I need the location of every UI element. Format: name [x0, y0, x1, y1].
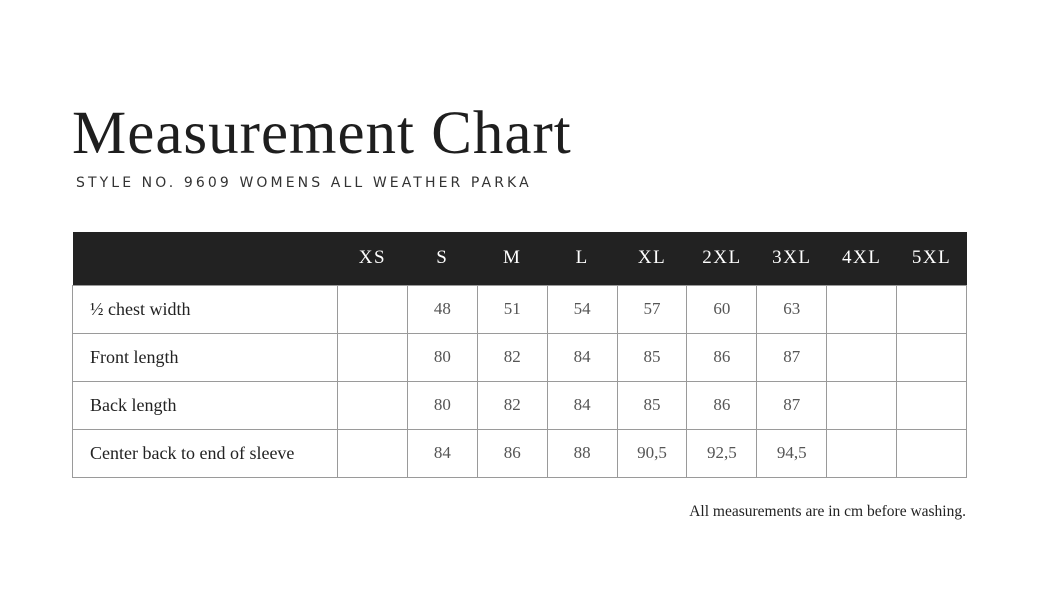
- table-cell: 82: [477, 333, 547, 381]
- size-header: L: [575, 247, 589, 269]
- table-cell: 85: [617, 381, 687, 429]
- row-label: Back length: [73, 381, 338, 429]
- table-cell: 92,5: [687, 429, 757, 477]
- table-cell: 87: [757, 333, 827, 381]
- table-cell: 94,5: [757, 429, 827, 477]
- table-cell: 86: [687, 333, 757, 381]
- table-row: [73, 333, 967, 381]
- table-cell: 57: [617, 285, 687, 333]
- table-cell: 88: [547, 429, 617, 477]
- table-cell: [897, 285, 967, 333]
- table-cell: 84: [407, 429, 477, 477]
- table-cell: 80: [407, 381, 477, 429]
- row-label: ½ chest width: [73, 285, 338, 333]
- size-header: XL: [637, 247, 667, 269]
- size-header: S: [436, 247, 449, 269]
- row-label: Center back to end of sleeve: [73, 429, 338, 477]
- table-cell: 80: [407, 333, 477, 381]
- table-cell: 86: [477, 429, 547, 477]
- table-cell: 87: [757, 381, 827, 429]
- table-cell: 60: [687, 285, 757, 333]
- size-header: XS: [358, 247, 387, 269]
- table-cell: 82: [477, 381, 547, 429]
- size-header: 3XL: [772, 247, 812, 269]
- table-cell: [338, 333, 408, 381]
- table-cell: 48: [407, 285, 477, 333]
- table-cell: 54: [547, 285, 617, 333]
- table-cell: [897, 429, 967, 477]
- table-cell: 63: [757, 285, 827, 333]
- table-cell: 85: [617, 333, 687, 381]
- table-cell: 90,5: [617, 429, 687, 477]
- size-header: 5XL: [911, 247, 952, 269]
- table-row: [73, 429, 967, 477]
- table-cell: [827, 333, 897, 381]
- table-cell: 84: [547, 333, 617, 381]
- table-cell: [338, 429, 408, 477]
- table-row: [73, 285, 967, 333]
- table-header-row: [73, 232, 967, 285]
- size-header: M: [503, 247, 522, 269]
- table-cell: [827, 285, 897, 333]
- measurement-table: [72, 232, 967, 478]
- page-title: Measurement Chart: [72, 100, 572, 167]
- table-cell: 51: [477, 285, 547, 333]
- table-cell: [827, 381, 897, 429]
- style-subtitle: STYLE NO. 9609 WOMENS ALL WEATHER PARKA: [76, 175, 532, 191]
- table-cell: 84: [547, 381, 617, 429]
- table-cell: 86: [687, 381, 757, 429]
- table-cell: [338, 285, 408, 333]
- size-header: 2XL: [702, 247, 742, 269]
- table-cell: [338, 381, 408, 429]
- table-cell: [827, 429, 897, 477]
- size-header: 4XL: [842, 247, 882, 269]
- table-header-corner: [73, 232, 338, 285]
- table-cell: [897, 333, 967, 381]
- table-row: [73, 381, 967, 429]
- row-label: Front length: [73, 333, 338, 381]
- measurement-footnote: All measurements are in cm before washing.: [689, 503, 966, 520]
- table-cell: [897, 381, 967, 429]
